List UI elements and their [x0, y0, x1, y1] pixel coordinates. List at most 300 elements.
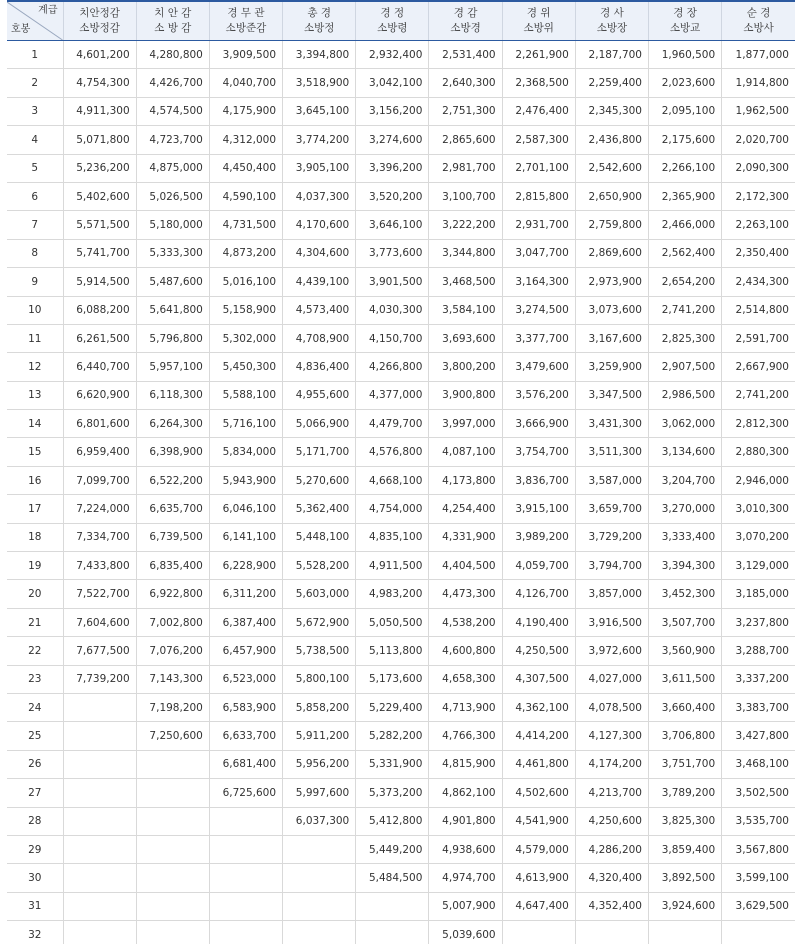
salary-cell: 3,062,000: [649, 410, 722, 438]
salary-cell: 2,825,300: [649, 324, 722, 352]
salary-cell: 5,180,000: [136, 211, 209, 239]
table-row: [7, 552, 795, 580]
salary-cell: 4,126,700: [502, 580, 575, 608]
step-number-cell: 23: [7, 665, 63, 693]
salary-cell: 4,579,000: [502, 835, 575, 863]
rank-label: 계급: [38, 5, 58, 16]
salary-cell: [283, 921, 356, 944]
salary-cell: 3,693,600: [429, 324, 502, 352]
salary-cell: 2,476,400: [502, 97, 575, 125]
salary-cell: 6,228,900: [209, 552, 282, 580]
salary-cell: 2,466,000: [649, 211, 722, 239]
step-number-cell: 13: [7, 381, 63, 409]
salary-cell: [209, 807, 282, 835]
salary-cell: 2,701,100: [502, 154, 575, 182]
step-number-cell: 24: [7, 693, 63, 721]
salary-cell: 3,511,300: [575, 438, 648, 466]
salary-cell: 7,739,200: [63, 665, 136, 693]
salary-cell: 2,654,200: [649, 268, 722, 296]
table-row: [7, 182, 795, 210]
salary-cell: 3,042,100: [356, 69, 429, 97]
salary-cell: [722, 921, 795, 944]
salary-cell: 6,088,200: [63, 296, 136, 324]
salary-cell: 3,204,700: [649, 466, 722, 494]
salary-cell: 2,880,300: [722, 438, 795, 466]
salary-cell: [356, 892, 429, 920]
salary-cell: 3,394,300: [649, 552, 722, 580]
salary-cell: 2,365,900: [649, 182, 722, 210]
salary-cell: 5,858,200: [283, 693, 356, 721]
salary-cell: 3,129,000: [722, 552, 795, 580]
salary-cell: 4,479,700: [356, 410, 429, 438]
salary-cell: [63, 835, 136, 863]
salary-cell: 5,914,500: [63, 268, 136, 296]
salary-cell: 4,426,700: [136, 69, 209, 97]
salary-cell: 3,859,400: [649, 835, 722, 863]
salary-cell: 4,955,600: [283, 381, 356, 409]
salary-cell: 3,645,100: [283, 97, 356, 125]
salary-cell: 6,620,900: [63, 381, 136, 409]
salary-cell: 3,560,900: [649, 637, 722, 665]
salary-cell: 4,280,800: [136, 41, 209, 69]
salary-cell: 3,070,200: [722, 523, 795, 551]
salary-cell: 4,461,800: [502, 750, 575, 778]
salary-cell: 4,668,100: [356, 466, 429, 494]
step-number-cell: 32: [7, 921, 63, 944]
salary-cell: 4,078,500: [575, 693, 648, 721]
salary-cell: 1,962,500: [722, 97, 795, 125]
salary-cell: 6,523,000: [209, 665, 282, 693]
salary-cell: 2,741,200: [649, 296, 722, 324]
salary-cell: [209, 835, 282, 863]
salary-cell: 2,259,400: [575, 69, 648, 97]
salary-cell: 4,304,600: [283, 239, 356, 267]
salary-cell: 4,150,700: [356, 324, 429, 352]
salary-cell: 5,016,100: [209, 268, 282, 296]
column-header-9: [649, 1, 722, 41]
salary-cell: 3,660,400: [649, 693, 722, 721]
salary-cell: 3,185,000: [722, 580, 795, 608]
salary-cell: 3,274,500: [502, 296, 575, 324]
salary-cell: 4,266,800: [356, 353, 429, 381]
salary-cell: 4,175,900: [209, 97, 282, 125]
column-header-10: [722, 1, 795, 41]
salary-cell: 3,789,200: [649, 779, 722, 807]
salary-cell: [283, 864, 356, 892]
salary-cell: 7,002,800: [136, 608, 209, 636]
salary-cell: 3,520,200: [356, 182, 429, 210]
salary-cell: 5,302,000: [209, 324, 282, 352]
salary-cell: 2,986,500: [649, 381, 722, 409]
salary-cell: 2,172,300: [722, 182, 795, 210]
salary-cell: 4,601,200: [63, 41, 136, 69]
salary-cell: 2,741,200: [722, 381, 795, 409]
pay-scale-table-container: [7, 0, 795, 944]
table-row: [7, 921, 795, 944]
step-number-cell: 19: [7, 552, 63, 580]
salary-cell: 4,541,900: [502, 807, 575, 835]
step-number-cell: 22: [7, 637, 63, 665]
salary-cell: 3,518,900: [283, 69, 356, 97]
salary-cell: 2,531,400: [429, 41, 502, 69]
salary-cell: 5,738,500: [283, 637, 356, 665]
step-number-cell: 7: [7, 211, 63, 239]
salary-cell: 5,007,900: [429, 892, 502, 920]
salary-cell: 2,175,600: [649, 126, 722, 154]
table-row: [7, 97, 795, 125]
salary-cell: 6,835,400: [136, 552, 209, 580]
table-row: [7, 41, 795, 69]
salary-cell: 3,222,200: [429, 211, 502, 239]
salary-cell: 3,629,500: [722, 892, 795, 920]
step-number-cell: 9: [7, 268, 63, 296]
salary-cell: 4,658,300: [429, 665, 502, 693]
fire-rank-label: 소방경: [450, 22, 481, 34]
salary-cell: 5,487,600: [136, 268, 209, 296]
salary-cell: 2,368,500: [502, 69, 575, 97]
salary-cell: 3,394,800: [283, 41, 356, 69]
salary-cell: 7,198,200: [136, 693, 209, 721]
salary-cell: 4,307,500: [502, 665, 575, 693]
salary-cell: 3,706,800: [649, 722, 722, 750]
fire-rank-label: 소방사: [743, 22, 774, 34]
salary-cell: 3,337,200: [722, 665, 795, 693]
salary-cell: 3,347,500: [575, 381, 648, 409]
salary-cell: 4,254,400: [429, 495, 502, 523]
fire-rank-label: 소방준감: [225, 22, 267, 34]
step-number-cell: 29: [7, 835, 63, 863]
salary-cell: 5,236,200: [63, 154, 136, 182]
salary-cell: 2,932,400: [356, 41, 429, 69]
salary-cell: 5,050,500: [356, 608, 429, 636]
salary-cell: 2,907,500: [649, 353, 722, 381]
salary-cell: [209, 892, 282, 920]
salary-cell: 5,911,200: [283, 722, 356, 750]
salary-cell: 5,800,100: [283, 665, 356, 693]
salary-cell: 4,713,900: [429, 693, 502, 721]
table-row: [7, 324, 795, 352]
salary-cell: 3,892,500: [649, 864, 722, 892]
salary-cell: [136, 921, 209, 944]
salary-cell: 3,567,800: [722, 835, 795, 863]
salary-cell: 3,073,600: [575, 296, 648, 324]
salary-cell: 3,344,800: [429, 239, 502, 267]
salary-cell: 3,468,500: [429, 268, 502, 296]
step-number-cell: 21: [7, 608, 63, 636]
salary-cell: 5,796,800: [136, 324, 209, 352]
salary-cell: 4,352,400: [575, 892, 648, 920]
table-row: [7, 495, 795, 523]
salary-cell: 2,562,400: [649, 239, 722, 267]
salary-cell: 4,873,200: [209, 239, 282, 267]
table-row: [7, 693, 795, 721]
salary-cell: 4,573,400: [283, 296, 356, 324]
salary-cell: 7,604,600: [63, 608, 136, 636]
salary-cell: 3,972,600: [575, 637, 648, 665]
salary-cell: 3,924,600: [649, 892, 722, 920]
salary-cell: 4,037,300: [283, 182, 356, 210]
salary-cell: 4,647,400: [502, 892, 575, 920]
salary-cell: 4,190,400: [502, 608, 575, 636]
salary-cell: 2,095,100: [649, 97, 722, 125]
salary-cell: [649, 921, 722, 944]
salary-cell: 4,815,900: [429, 750, 502, 778]
step-number-cell: 15: [7, 438, 63, 466]
salary-cell: 3,800,200: [429, 353, 502, 381]
table-row: [7, 268, 795, 296]
fire-rank-label: 소방장: [596, 22, 628, 34]
salary-cell: 3,167,600: [575, 324, 648, 352]
salary-cell: 6,801,600: [63, 410, 136, 438]
salary-cell: 2,759,800: [575, 211, 648, 239]
salary-cell: 2,542,600: [575, 154, 648, 182]
step-number-cell: 11: [7, 324, 63, 352]
salary-cell: [63, 921, 136, 944]
salary-cell: 3,825,300: [649, 807, 722, 835]
salary-cell: [502, 921, 575, 944]
salary-cell: 5,741,700: [63, 239, 136, 267]
salary-cell: 6,959,400: [63, 438, 136, 466]
step-number-cell: 25: [7, 722, 63, 750]
salary-cell: 5,026,500: [136, 182, 209, 210]
salary-cell: 5,528,200: [283, 552, 356, 580]
salary-cell: 3,468,100: [722, 750, 795, 778]
salary-cell: 3,773,600: [356, 239, 429, 267]
salary-cell: 6,725,600: [209, 779, 282, 807]
salary-cell: 6,311,200: [209, 580, 282, 608]
salary-cell: [63, 693, 136, 721]
salary-cell: [575, 921, 648, 944]
salary-cell: 6,922,800: [136, 580, 209, 608]
salary-cell: 5,956,200: [283, 750, 356, 778]
salary-cell: 7,143,300: [136, 665, 209, 693]
salary-cell: 3,587,000: [575, 466, 648, 494]
salary-cell: [63, 807, 136, 835]
salary-cell: 5,484,500: [356, 864, 429, 892]
salary-cell: 4,754,000: [356, 495, 429, 523]
salary-cell: 4,087,100: [429, 438, 502, 466]
salary-cell: 4,911,300: [63, 97, 136, 125]
salary-cell: 5,448,100: [283, 523, 356, 551]
salary-cell: 4,286,200: [575, 835, 648, 863]
salary-cell: 7,076,200: [136, 637, 209, 665]
salary-cell: 2,090,300: [722, 154, 795, 182]
column-header-7: [502, 1, 575, 41]
salary-cell: [136, 750, 209, 778]
salary-cell: 5,331,900: [356, 750, 429, 778]
salary-cell: 4,213,700: [575, 779, 648, 807]
salary-cell: 3,164,300: [502, 268, 575, 296]
salary-cell: 4,059,700: [502, 552, 575, 580]
police-rank-label: 경 사: [600, 7, 624, 19]
salary-cell: 3,047,700: [502, 239, 575, 267]
fire-rank-label: 소 방 감: [154, 22, 192, 34]
salary-cell: 6,118,300: [136, 381, 209, 409]
table-row: [7, 353, 795, 381]
step-number-cell: 4: [7, 126, 63, 154]
salary-cell: [136, 892, 209, 920]
salary-cell: 3,259,900: [575, 353, 648, 381]
salary-cell: 3,909,500: [209, 41, 282, 69]
salary-cell: 4,250,600: [575, 807, 648, 835]
salary-cell: 3,794,700: [575, 552, 648, 580]
salary-cell: 3,599,100: [722, 864, 795, 892]
fire-rank-label: 소방정: [303, 22, 335, 34]
column-header-5: [356, 1, 429, 41]
salary-cell: 5,943,900: [209, 466, 282, 494]
salary-cell: 3,836,700: [502, 466, 575, 494]
salary-cell: 6,037,300: [283, 807, 356, 835]
salary-cell: 5,834,000: [209, 438, 282, 466]
step-number-cell: 3: [7, 97, 63, 125]
salary-cell: 3,288,700: [722, 637, 795, 665]
column-header-2: [136, 1, 209, 41]
salary-cell: 1,914,800: [722, 69, 795, 97]
salary-cell: [63, 722, 136, 750]
salary-cell: 5,603,000: [283, 580, 356, 608]
salary-cell: 2,869,600: [575, 239, 648, 267]
salary-cell: 4,377,000: [356, 381, 429, 409]
step-number-cell: 14: [7, 410, 63, 438]
table-row: [7, 892, 795, 920]
salary-cell: 2,436,800: [575, 126, 648, 154]
salary-cell: 5,672,900: [283, 608, 356, 636]
salary-cell: 3,576,200: [502, 381, 575, 409]
salary-cell: 3,270,000: [649, 495, 722, 523]
salary-cell: 5,716,100: [209, 410, 282, 438]
step-number-cell: 10: [7, 296, 63, 324]
column-header-8: [575, 1, 648, 41]
salary-cell: 3,989,200: [502, 523, 575, 551]
salary-cell: 4,766,300: [429, 722, 502, 750]
salary-cell: 3,274,600: [356, 126, 429, 154]
table-row: [7, 722, 795, 750]
salary-cell: 7,224,000: [63, 495, 136, 523]
salary-cell: 2,350,400: [722, 239, 795, 267]
salary-cell: 5,641,800: [136, 296, 209, 324]
salary-cell: 5,173,600: [356, 665, 429, 693]
salary-cell: 2,751,300: [429, 97, 502, 125]
salary-cell: 2,587,300: [502, 126, 575, 154]
salary-cell: 5,449,200: [356, 835, 429, 863]
salary-cell: 6,141,100: [209, 523, 282, 551]
salary-cell: 5,957,100: [136, 353, 209, 381]
salary-cell: 3,100,700: [429, 182, 502, 210]
salary-cell: 6,264,300: [136, 410, 209, 438]
salary-cell: 6,681,400: [209, 750, 282, 778]
step-number-cell: 17: [7, 495, 63, 523]
salary-cell: [136, 807, 209, 835]
salary-cell: 3,666,900: [502, 410, 575, 438]
salary-cell: [63, 864, 136, 892]
step-number-cell: 5: [7, 154, 63, 182]
salary-cell: 5,071,800: [63, 126, 136, 154]
step-number-cell: 30: [7, 864, 63, 892]
table-row: [7, 239, 795, 267]
salary-cell: 4,404,500: [429, 552, 502, 580]
salary-cell: 7,099,700: [63, 466, 136, 494]
salary-cell: 5,333,300: [136, 239, 209, 267]
salary-cell: 4,731,500: [209, 211, 282, 239]
table-row: [7, 864, 795, 892]
salary-cell: 3,915,100: [502, 495, 575, 523]
salary-cell: 3,452,300: [649, 580, 722, 608]
salary-cell: 2,345,300: [575, 97, 648, 125]
step-number-cell: 16: [7, 466, 63, 494]
table-row: [7, 466, 795, 494]
step-number-cell: 2: [7, 69, 63, 97]
fire-rank-label: 소방위: [523, 22, 554, 34]
salary-cell: 5,450,300: [209, 353, 282, 381]
salary-cell: 3,857,000: [575, 580, 648, 608]
salary-cell: 7,522,700: [63, 580, 136, 608]
police-rank-label: 경 장: [673, 7, 697, 19]
table-row: [7, 381, 795, 409]
salary-cell: 3,333,400: [649, 523, 722, 551]
salary-cell: 2,020,700: [722, 126, 795, 154]
salary-cell: 2,650,900: [575, 182, 648, 210]
salary-cell: 4,027,000: [575, 665, 648, 693]
police-rank-label: 경 감: [453, 7, 478, 19]
salary-cell: 5,402,600: [63, 182, 136, 210]
salary-cell: 3,396,200: [356, 154, 429, 182]
salary-cell: [63, 779, 136, 807]
salary-cell: 4,875,000: [136, 154, 209, 182]
step-number-cell: 8: [7, 239, 63, 267]
salary-cell: 4,473,300: [429, 580, 502, 608]
table-row: [7, 211, 795, 239]
salary-cell: 5,282,200: [356, 722, 429, 750]
salary-cell: 5,158,900: [209, 296, 282, 324]
salary-cell: 2,815,800: [502, 182, 575, 210]
salary-cell: 6,739,500: [136, 523, 209, 551]
salary-cell: 4,901,800: [429, 807, 502, 835]
salary-cell: 5,113,800: [356, 637, 429, 665]
salary-cell: 4,414,200: [502, 722, 575, 750]
salary-cell: 7,677,500: [63, 637, 136, 665]
step-number-cell: 1: [7, 41, 63, 69]
salary-cell: [63, 892, 136, 920]
salary-cell: 5,997,600: [283, 779, 356, 807]
step-number-cell: 12: [7, 353, 63, 381]
salary-cell: 4,590,100: [209, 182, 282, 210]
salary-cell: 1,960,500: [649, 41, 722, 69]
salary-cell: [209, 864, 282, 892]
salary-cell: 3,997,000: [429, 410, 502, 438]
salary-cell: 5,270,600: [283, 466, 356, 494]
salary-cell: 5,412,800: [356, 807, 429, 835]
salary-cell: 5,362,400: [283, 495, 356, 523]
table-row: [7, 523, 795, 551]
salary-cell: 4,836,400: [283, 353, 356, 381]
salary-cell: 4,502,600: [502, 779, 575, 807]
salary-cell: 4,723,700: [136, 126, 209, 154]
table-row: [7, 779, 795, 807]
salary-cell: 3,774,200: [283, 126, 356, 154]
step-number-cell: 18: [7, 523, 63, 551]
table-row: [7, 750, 795, 778]
salary-cell: 3,900,800: [429, 381, 502, 409]
salary-cell: 2,812,300: [722, 410, 795, 438]
salary-cell: 5,229,400: [356, 693, 429, 721]
salary-cell: 4,708,900: [283, 324, 356, 352]
salary-cell: 3,729,200: [575, 523, 648, 551]
salary-cell: 4,983,200: [356, 580, 429, 608]
salary-cell: 6,457,900: [209, 637, 282, 665]
salary-cell: 2,514,800: [722, 296, 795, 324]
salary-cell: 1,877,000: [722, 41, 795, 69]
salary-cell: 4,250,500: [502, 637, 575, 665]
